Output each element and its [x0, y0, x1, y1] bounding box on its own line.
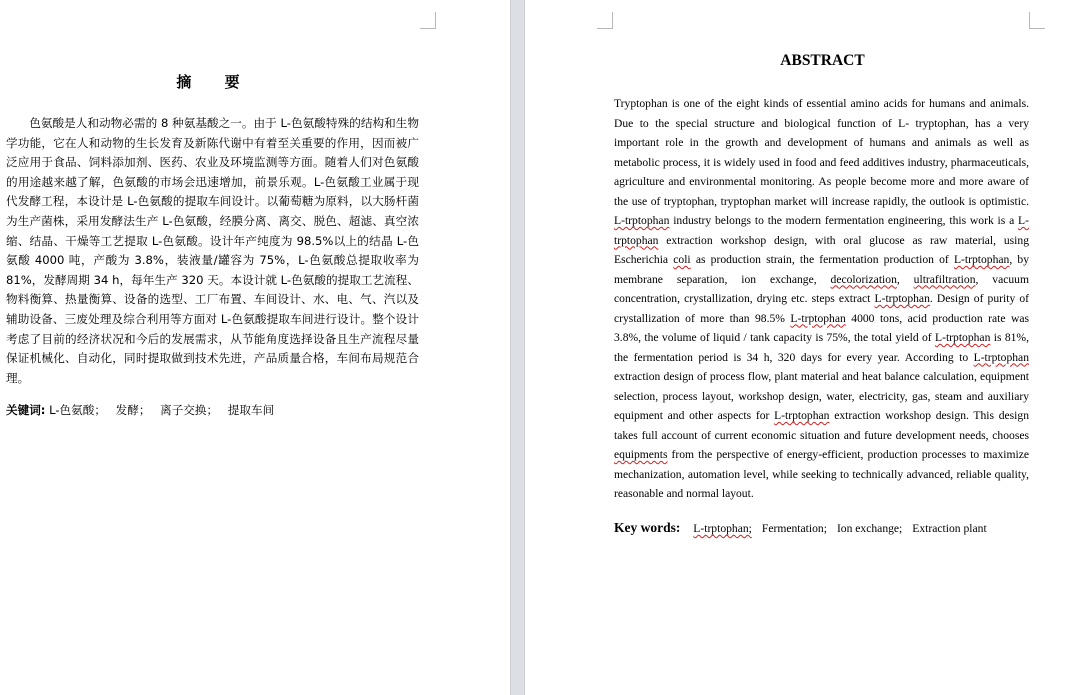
- text-run: from the perspective of energy-efficient, production processes to maximize mechanization, automation level, while seeking to technically advanced, reliable quality, reasonable and normal layout.: [614, 448, 1029, 500]
- text-run: , by membrane separation, ion exchange,: [614, 253, 1030, 286]
- spellcheck-flagged-word[interactable]: L-trptophan: [614, 214, 670, 227]
- keyword: Extraction plant: [912, 522, 987, 535]
- chinese-abstract-title: 摘 要: [176, 73, 254, 91]
- english-abstract-body[interactable]: [614, 94, 1029, 504]
- spellcheck-flagged-word[interactable]: L-trptophan: [774, 409, 830, 422]
- chinese-abstract-body[interactable]: 色氨酸是人和动物必需的 8 种氨基酸之一。由于 L-色氨酸特殊的结构和生物学功能，它在人和动物的生长发育及新陈代谢中有着至关重要的作用，因而被广泛应用于食品、饲料添加剂、医药、农业及环境监测等方面。随着人们对色氨酸的用途越来越了解，色氨酸的市场会迅速增加，前景乐观。L-色氨酸工业属于现代发酵工程，本设计是 L-色氨酸的提取车间设计。以葡萄糖为原料，以大肠杆菌为生产菌株，采用发酵法生产 L-色氨酸，经膜分离、离交、脱色、超滤、真空浓缩、结晶、干燥等工艺提取 L-色氨酸。设计年产纯度为 98.5%以上的结晶 L-色氨酸 4000 吨，产酸为 3.8%，装液量/罐容为 75%，L-色氨酸总提取收率为 81%，发酵周期 34 h，每年生产 320 天。本设计就 L-色氨酸的提取工艺流程、物料衡算、热量衡算、设备的选型、工厂布置、车间设计、水、电、气、汽以及辅助设备、三废处理及综合利用等方面对 L-色氨酸提取车间进行设计。整个设计考虑了目前的经济状况和今后的发展需求，从节能角度选择设备且生产流程尽量保证机械化、自动化，同时提取做到技术先进，产品质量合格，车间布局规范合理。: [6, 116, 419, 385]
- keyword[interactable]: L-trptophan;: [693, 522, 752, 535]
- page-corner-mark: [420, 12, 436, 29]
- keywords-label: Key words:: [614, 520, 681, 535]
- text-run: Tryptophan is one of the eight kinds of essential amino acids for humans and animals. Due to the special structure and biological function of L- tryptophan, has a very important role in the growth and development of humans and animals as well as metabolic process, it is widely used in food and feed additives industry, pharmaceuticals, agriculture and environmental monitoring. As people become more and more aware of the use of tryptophan, tryptophan market will increase rapidly, the outlook is optimistic.: [614, 97, 1029, 208]
- english-abstract-title: ABSTRACT: [780, 52, 865, 69]
- text-run: 4000 tons, acid production rate was 3.8%, the volume of liquid / tank capacity is 75%, the total yield of: [614, 311, 1029, 344]
- spellcheck-flagged-word[interactable]: coli: [673, 253, 691, 266]
- keyword: Ion exchange;: [836, 522, 903, 535]
- text-run: . Design of purity of crystallization of more than 98.5%: [614, 292, 1029, 325]
- text-run: extraction workshop design. This design takes full account of current economic situation and future development needs, chooses: [614, 409, 1029, 442]
- document-page-chinese-abstract[interactable]: [0, 0, 510, 695]
- spellcheck-flagged-word[interactable]: decolorization: [830, 272, 897, 286]
- keyword: Fermentation;: [761, 522, 827, 535]
- spellcheck-flagged-word[interactable]: equipments: [614, 448, 668, 461]
- spellcheck-flagged-word[interactable]: L-trptophan: [973, 350, 1029, 364]
- keyword: L-色氨酸；: [49, 403, 106, 417]
- keywords-label: 关键词:: [6, 403, 46, 417]
- text-run: is 81%, the fermentation period is 34 h, 320 days for every year. According to: [614, 331, 1029, 364]
- text-run: extraction design of process flow, plant material and heat balance calculation, equipment selection, process layout, workshop design, water, electricity, gas, steam and auxiliary equipment and other aspects for: [614, 370, 1029, 422]
- keyword: 发酵；: [115, 403, 151, 417]
- spellcheck-flagged-word[interactable]: L-trptophan: [614, 214, 1029, 247]
- spellcheck-flagged-word[interactable]: ultrafiltration: [913, 272, 976, 286]
- page-gap: [510, 0, 525, 695]
- english-keywords: [614, 518, 1054, 538]
- page-corner-mark: [597, 12, 613, 29]
- keyword: 提取车间: [227, 403, 275, 417]
- text-run: industry belongs to the modern fermentation engineering, this work is a: [669, 214, 1019, 227]
- spellcheck-flagged-word[interactable]: L-trptophan: [935, 331, 991, 344]
- chinese-keywords: [6, 401, 426, 420]
- text-run: as production strain, the fermentation production of: [690, 253, 954, 266]
- page-corner-mark: [1029, 12, 1045, 29]
- text-run: ,: [896, 272, 914, 286]
- keyword: 离子交换；: [160, 403, 219, 417]
- text-run: , vacuum concentration, crystallization, drying etc. steps extract: [614, 272, 1029, 305]
- spellcheck-flagged-word[interactable]: L-trptophan: [953, 253, 1010, 266]
- spellcheck-flagged-word[interactable]: L-trptophan: [874, 292, 930, 305]
- document-page-english-abstract[interactable]: [525, 0, 1082, 695]
- text-run: extraction workshop design, with oral glucose as raw material, using Escherichia: [614, 233, 1029, 266]
- spellcheck-flagged-word[interactable]: L-trptophan: [790, 311, 846, 325]
